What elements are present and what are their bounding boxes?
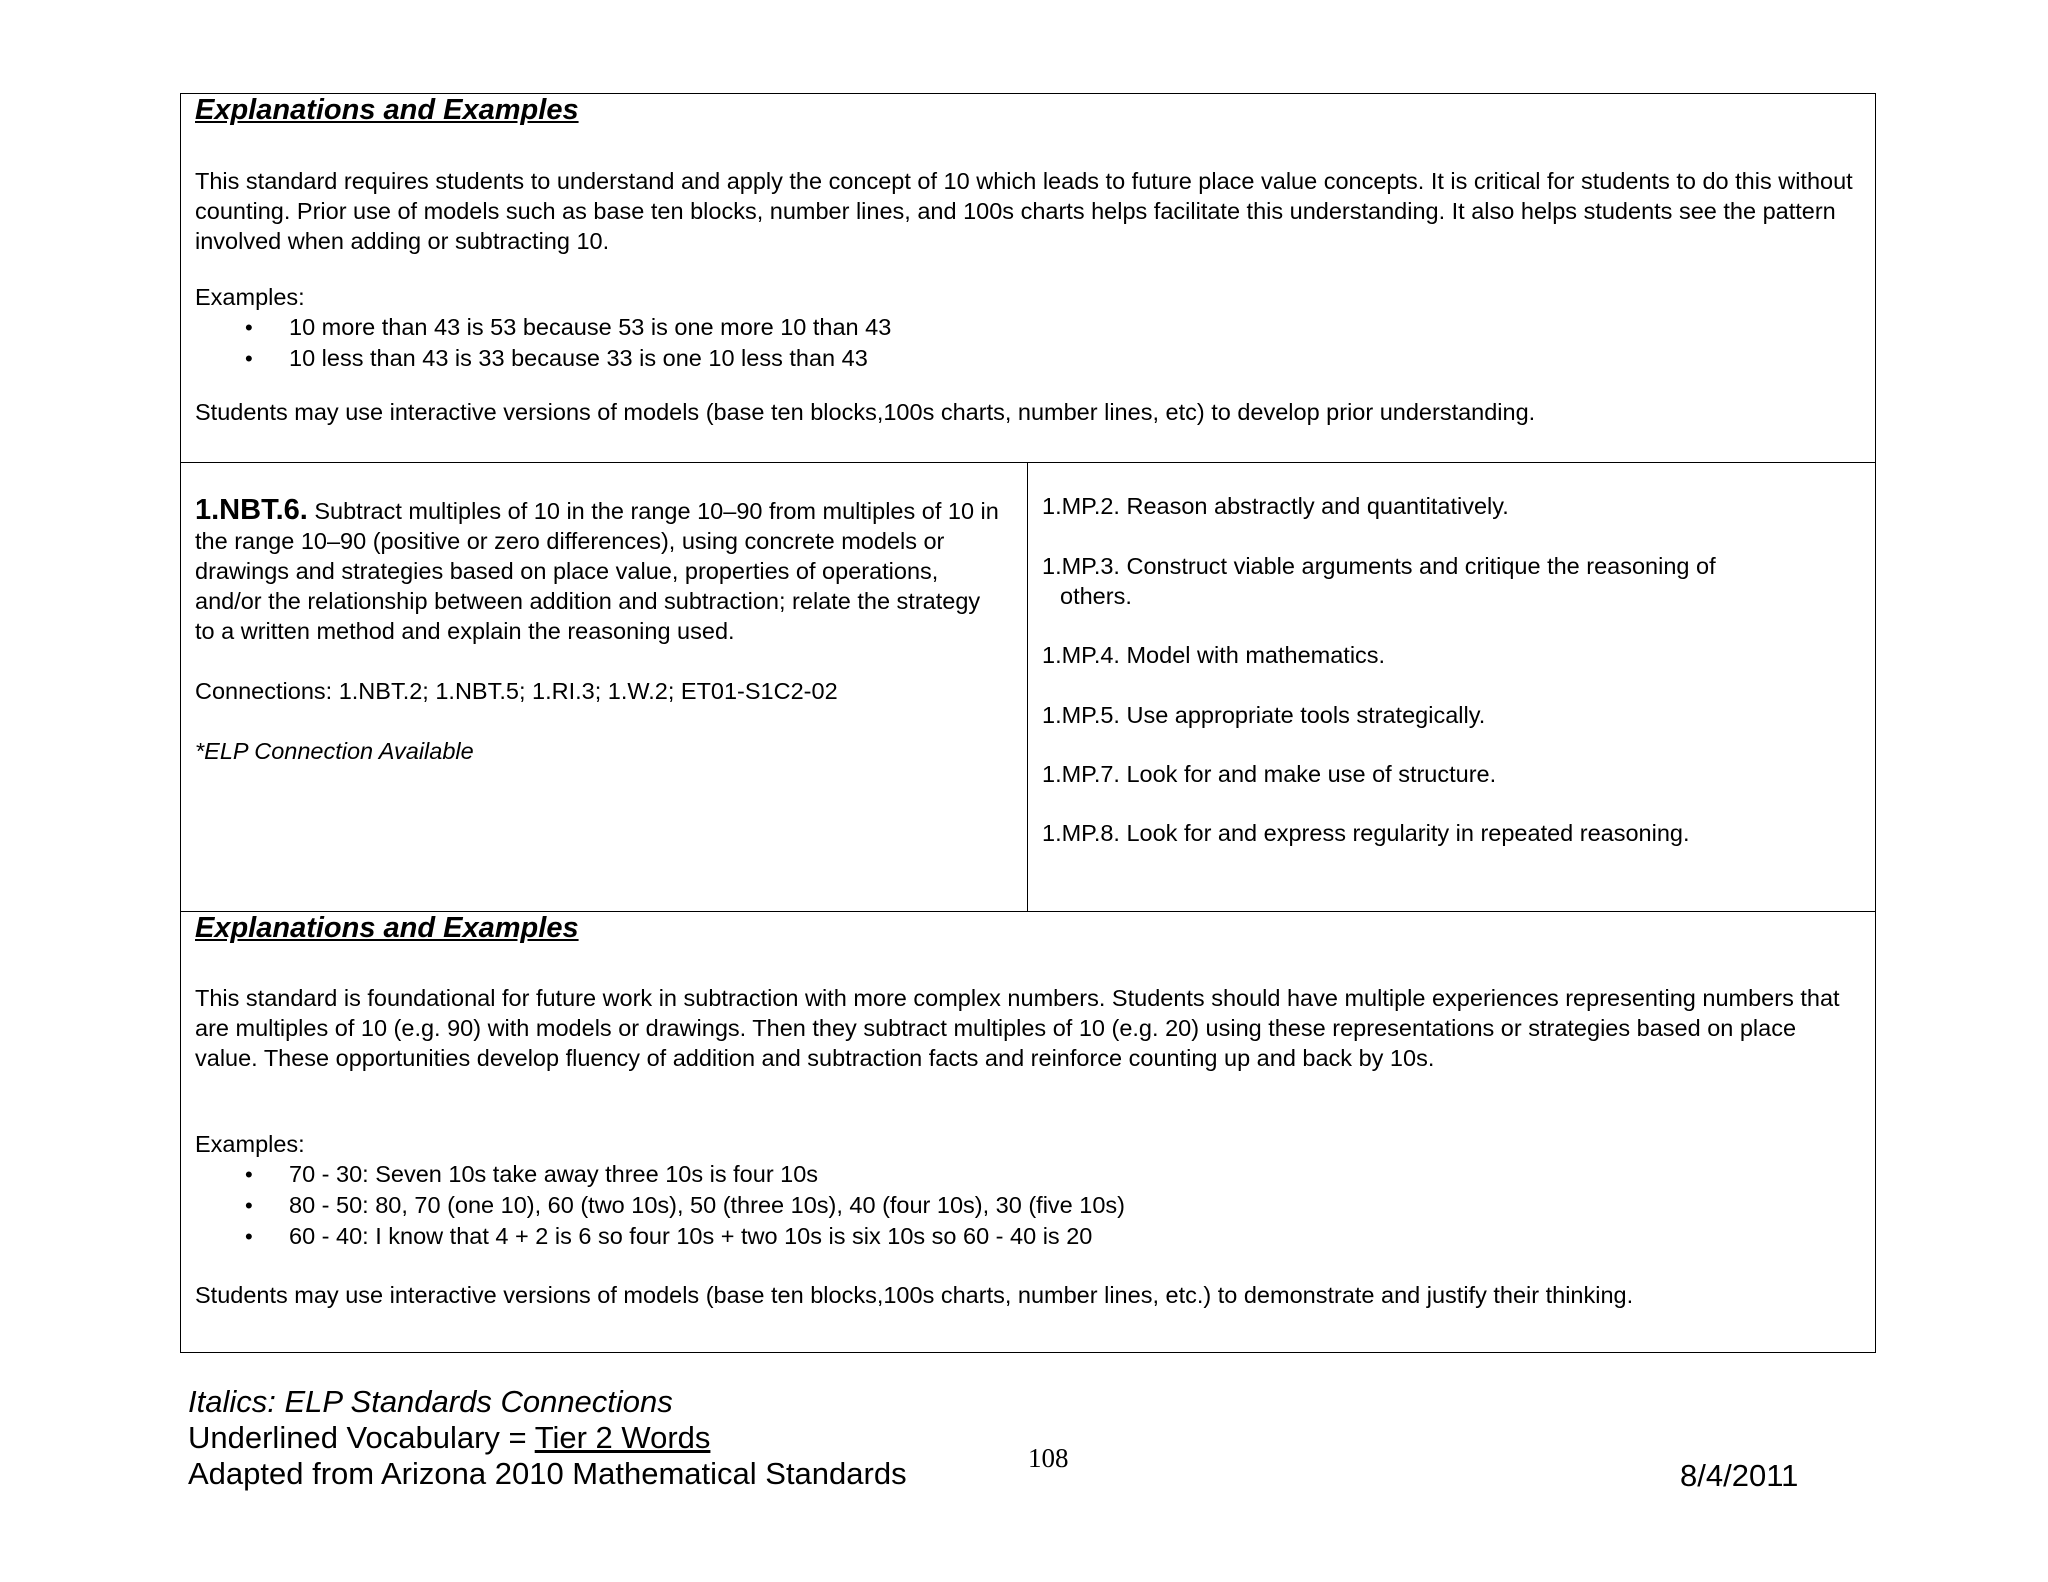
standard-description xyxy=(195,495,1005,646)
practice-item: 1.MP.8. Look for and express regularity in repeated reasoning. xyxy=(1042,820,1690,846)
elp-note: *ELP Connection Available xyxy=(195,738,474,764)
practice-item: 1.MP.3. Construct viable arguments and critique the reasoning of others. xyxy=(1042,553,1716,609)
standard-code: 1.NBT.6. xyxy=(195,494,308,526)
practices-cell xyxy=(1028,463,1875,911)
standard-row xyxy=(181,463,1875,912)
closing-paragraph: Students may use interactive versions of models (base ten blocks,100s charts, number lines, etc.) to demonstrate and justify their thinking. xyxy=(195,1282,1634,1308)
page-number: 108 xyxy=(1028,1443,1069,1473)
examples-label: Examples: xyxy=(195,284,305,310)
bullet-icon: • xyxy=(245,1224,253,1249)
practice-item: 1.MP.5. Use appropriate tools strategically. xyxy=(1042,702,1486,728)
list-item: • 10 less than 43 is 33 because 33 is one 10 less than 43 xyxy=(195,343,1859,374)
section-heading: Explanations and Examples xyxy=(195,912,579,944)
section-paragraph: This standard requires students to understand and apply the concept of 10 which leads to future place value concepts. It is critical for students to do this without counting. Prior use of models such as base ten blocks, number lines, and 100s charts helps facilitate this understanding. It also helps students see the pattern involved when adding or subtracting 10. xyxy=(195,168,1853,254)
tier2-words-label: Tier 2 Words xyxy=(534,1420,711,1455)
list-item: • 80 - 50: 80, 70 (one 10), 60 (two 10s), 50 (three 10s), 40 (four 10s), 30 (five 10s) xyxy=(195,1190,1859,1221)
list-item: • 60 - 40: I know that 4 + 2 is 6 so four 10s + two 10s is six 10s so 60 - 40 is 20 xyxy=(195,1221,1859,1252)
connections-text: Connections: 1.NBT.2; 1.NBT.5; 1.RI.3; 1.W.2; ET01-S1C2-02 xyxy=(195,678,838,704)
footer-vocabulary-legend: Underlined Vocabulary = Tier 2 Words xyxy=(188,1420,711,1455)
practice-item: 1.MP.2. Reason abstractly and quantitatively. xyxy=(1042,493,1509,519)
footer-italics-legend: Italics: ELP Standards Connections xyxy=(188,1384,673,1419)
practice-item: 1.MP.4. Model with mathematics. xyxy=(1042,642,1386,668)
examples-list xyxy=(195,1159,1859,1252)
bullet-icon: • xyxy=(245,1193,253,1218)
bullet-icon: • xyxy=(245,1162,253,1187)
standard-cell xyxy=(181,463,1028,911)
list-item: • 10 more than 43 is 53 because 53 is one more 10 than 43 xyxy=(195,312,1859,343)
standards-table xyxy=(180,93,1876,1353)
document-date: 8/4/2011 xyxy=(1680,1458,1799,1493)
footer-source: Adapted from Arizona 2010 Mathematical Standards xyxy=(188,1456,907,1491)
list-item: • 70 - 30: Seven 10s take away three 10s is four 10s xyxy=(195,1159,1859,1190)
section-paragraph: This standard is foundational for future work in subtraction with more complex numbers. Students should have multiple experiences representing numbers that are multiples of 10 (e.g. 90) with models or drawings. Then they subtract multiples of 10 (e.g. 20) using these representations or strategies based on place value. These opportunities develop fluency of addition and subtraction facts and reinforce counting up and back by 10s. xyxy=(195,985,1840,1071)
section-heading: Explanations and Examples xyxy=(195,94,579,126)
standard-text: Subtract multiples of 10 in the range 10–90 from multiples of 10 in the range 10–90 (positive or zero differences), using concrete models or drawings and strategies based on place value, properties of operations, and/or the relationship between addition and subtraction; relate the strategy to a written method and explain the reasoning used. xyxy=(195,498,999,644)
explanations-section-2 xyxy=(181,912,1875,1354)
explanations-section-1 xyxy=(181,94,1875,463)
practice-item: 1.MP.7. Look for and make use of structure. xyxy=(1042,761,1497,787)
examples-label: Examples: xyxy=(195,1131,305,1157)
closing-paragraph: Students may use interactive versions of models (base ten blocks,100s charts, number lines, etc) to develop prior understanding. xyxy=(195,399,1536,425)
bullet-icon: • xyxy=(245,346,253,371)
examples-list xyxy=(195,312,1859,374)
bullet-icon: • xyxy=(245,315,253,340)
